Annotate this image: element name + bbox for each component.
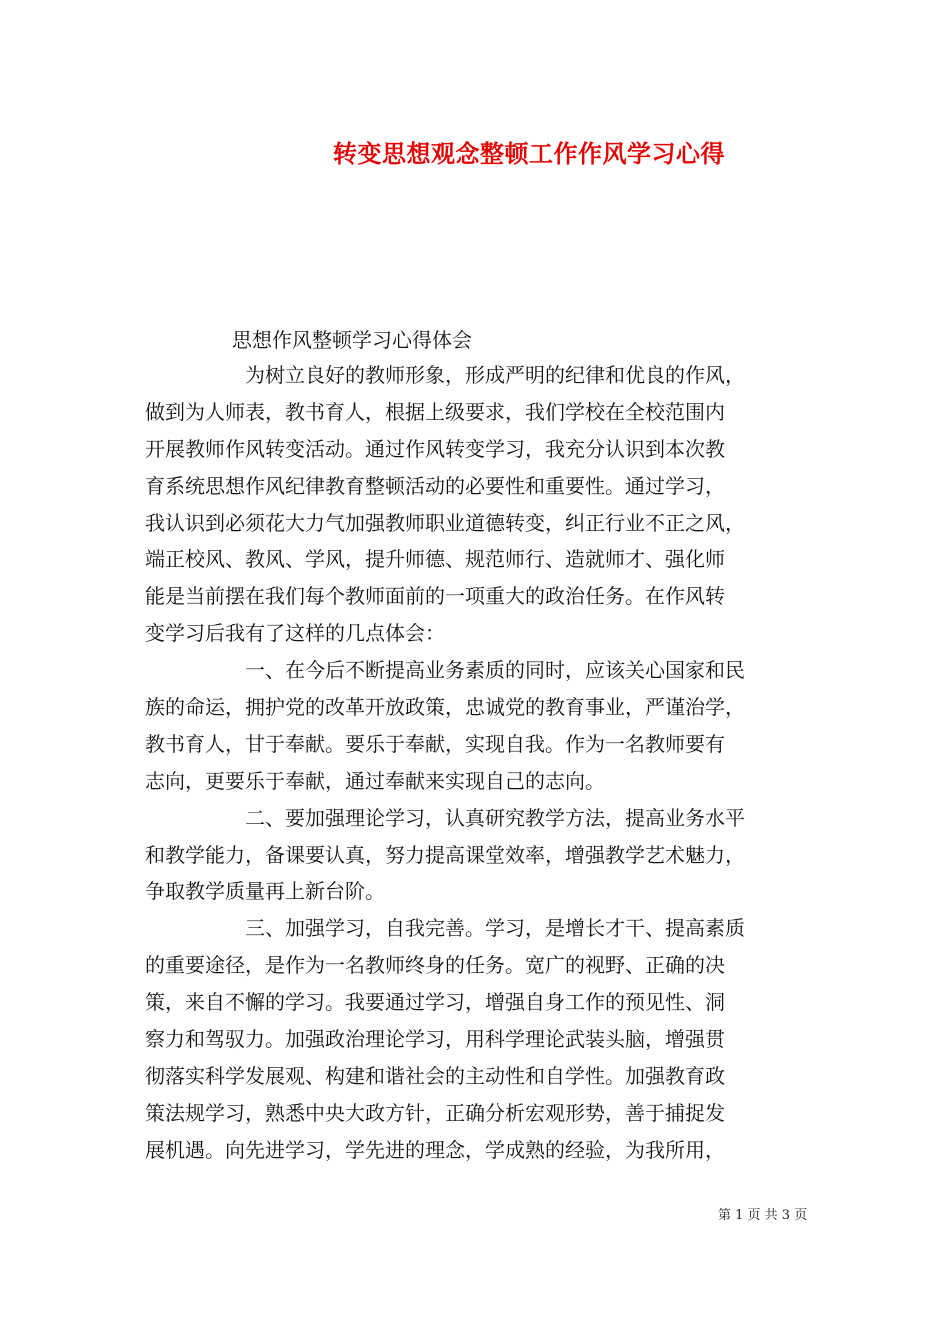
body-line: 变学习后我有了这样的几点体会：	[145, 621, 445, 646]
page-number-footer: 第 1 页 共 3 页	[718, 1208, 808, 1223]
body-line: 和教学能力，备课要认真，努力提高课堂效率，增强教学艺术魅力，	[145, 842, 745, 867]
body-line: 策法规学习，熟悉中央大政方针，正确分析宏观形势，善于捕捉发	[145, 1100, 725, 1125]
body-line: 二、要加强理论学习，认真研究教学方法，提高业务水平	[245, 805, 745, 830]
body-line: 一、在今后不断提高业务素质的同时，应该关心国家和民	[245, 658, 745, 683]
body-line: 争取教学质量再上新台阶。	[145, 879, 385, 904]
body-line: 彻落实科学发展观、构建和谐社会的主动性和自学性。加强教育政	[145, 1063, 725, 1088]
body-line: 开展教师作风转变活动。通过作风转变学习，我充分认识到本次教	[145, 436, 725, 461]
body-line: 志向，更要乐于奉献，通过奉献来实现自己的志向。	[145, 768, 605, 793]
body-line: 察力和驾驭力。加强政治理论学习，用科学理论武装头脑，增强贯	[145, 1027, 725, 1052]
document-subtitle: 思想作风整顿学习心得体会	[232, 328, 472, 352]
body-line: 策，来自不懈的学习。我要通过学习，增强自身工作的预见性、洞	[145, 990, 725, 1015]
body-line: 展机遇。向先进学习，学先进的理念，学成熟的经验，为我所用，	[145, 1137, 725, 1162]
document-body	[145, 357, 808, 1169]
body-line: 做到为人师表，教书育人，根据上级要求，我们学校在全校范围内	[145, 399, 725, 424]
body-line: 能是当前摆在我们每个教师面前的一项重大的政治任务。在作风转	[145, 584, 725, 609]
body-line: 族的命运，拥护党的改革开放政策，忠诚党的教育事业，严谨治学，	[145, 695, 745, 720]
body-line: 为树立良好的教师形象，形成严明的纪律和优良的作风，	[245, 363, 745, 387]
document-title: 转变思想观念整顿工作作风学习心得	[333, 139, 725, 168]
body-line: 我认识到必须花大力气加强教师职业道德转变，纠正行业不正之风，	[145, 510, 745, 535]
body-line: 的重要途径，是作为一名教师终身的任务。宽广的视野、正确的决	[145, 953, 725, 978]
body-line: 育系统思想作风纪律教育整顿活动的必要性和重要性。通过学习，	[145, 473, 725, 498]
body-line: 端正校风、教风、学风，提升师德、规范师行、造就师才、强化师	[145, 547, 725, 572]
body-line: 三、加强学习，自我完善。学习，是增长才干、提高素质	[245, 916, 745, 941]
body-line: 教书育人，甘于奉献。要乐于奉献，实现自我。作为一名教师要有	[145, 731, 725, 756]
